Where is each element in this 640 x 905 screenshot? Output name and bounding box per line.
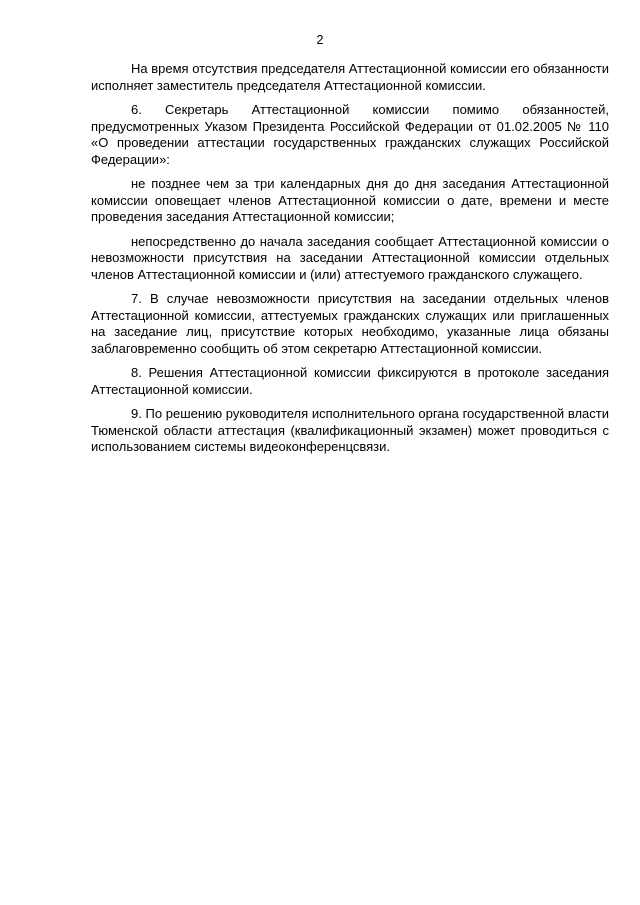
paragraph-8-decisions: 8. Решения Аттестационной комиссии фиксируются в протоколе заседания Аттестационной комиссии. — [91, 365, 609, 397]
paragraph-chairman-absence: На время отсутствия председателя Аттестационной комиссии его обязанности исполняет заместитель председателя Аттестационной комиссии. — [91, 61, 609, 93]
page-number: 2 — [316, 33, 324, 47]
paragraph-notify-members: не позднее чем за три календарных дня до дня заседания Аттестационной комиссии оповещает членов Аттестационной комиссии о дате, времени и месте проведения заседания Аттестационной комиссии; — [91, 176, 609, 224]
paragraph-7-absence-notice: 7. В случае невозможности присутствия на заседании отдельных членов Аттестационной комиссии, аттестуемых гражданских служащих или приглашенных на заседание лиц, присутствие которых необходимо, указанные лица обязаны заблаговременно сообщить об этом секретарю Аттестационной комиссии. — [91, 291, 609, 356]
document-body — [91, 61, 609, 464]
paragraph-6-secretary-duties: 6. Секретарь Аттестационной комиссии помимо обязанностей, предусмотренных Указом Президента Российской Федерации от 01.02.2005 № 110 «О проведении аттестации государственных гражданских служащих Российской Федерации»: — [91, 102, 609, 167]
paragraph-report-absence: непосредственно до начала заседания сообщает Аттестационной комиссии о невозможности присутствия на заседании Аттестационной комиссии отдельных членов Аттестационной комиссии и (или) аттестуемого гражданского служащего. — [91, 233, 609, 282]
paragraph-9-videoconference: 9. По решению руководителя исполнительного органа государственной власти Тюменской области аттестация (квалификационный экзамен) может проводиться с использованием системы видеоконференцсвязи. — [91, 406, 609, 454]
